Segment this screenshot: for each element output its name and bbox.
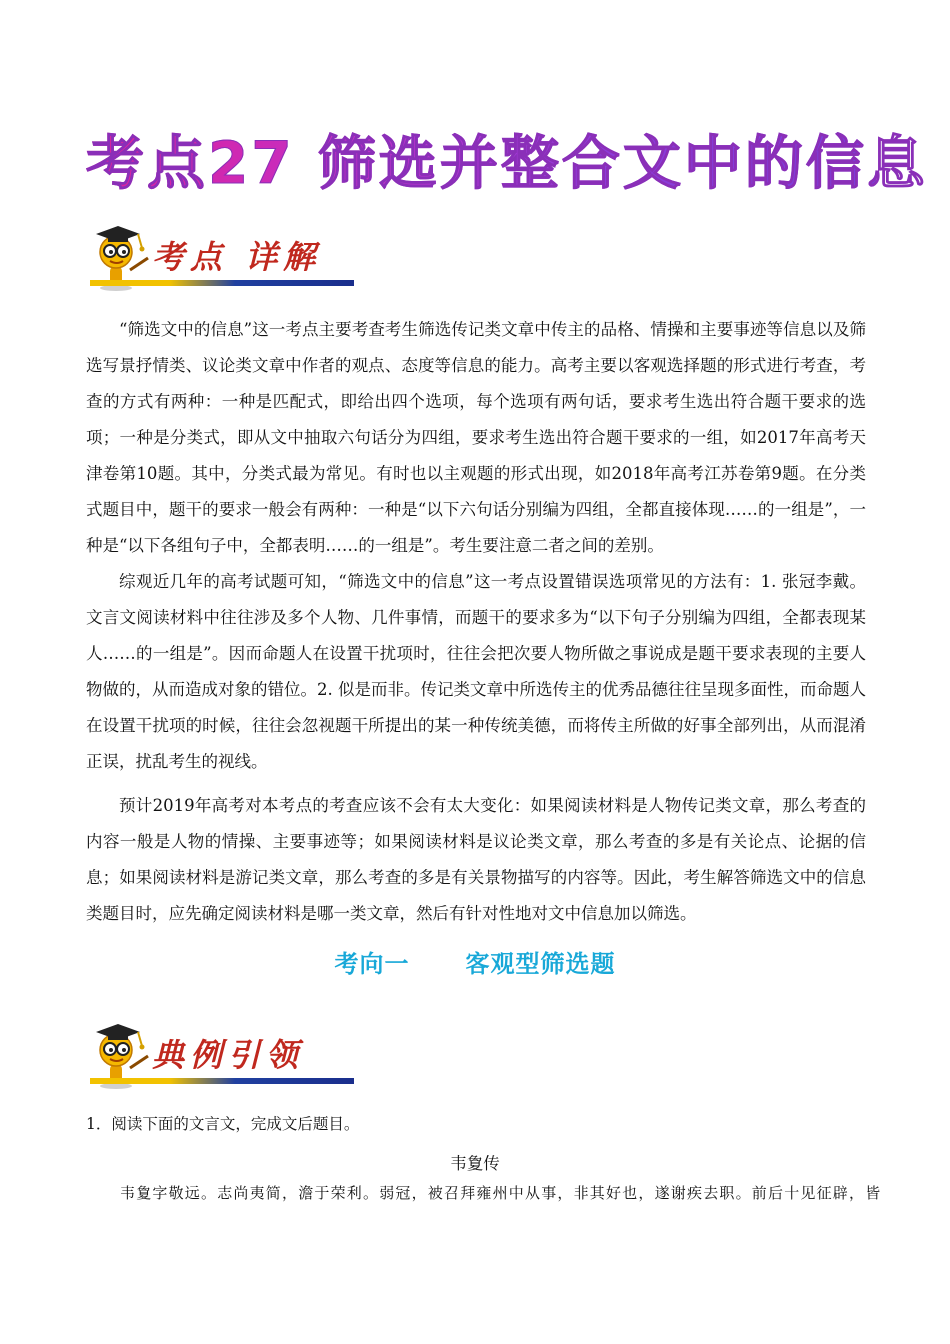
question-prompt: 1．阅读下面的文言文，完成文后题目。 — [86, 1115, 360, 1133]
paragraph-1: “筛选文中的信息”这一考点主要考查考生筛选传记类文章中传主的品格、情操和主要事迹等信息以及筛选写景抒情类、议论类文章中作者的观点、态度等信息的能力。高考主要以客观选择题的形式进行考查，考查的方式有两种：一种是匹配式，即给出四个选项，每个选项有两句话，要求考生选出符合题干要求的选项；一种是分类式，即从文中抽取六句话分为四组，要求考生选出符合题干要求的一组，如2017年高考天津卷第10题。其中，分类式最为常见。有时也以主观题的形式出现，如2018年高考江苏卷第9题。在分类式题目中，题干的要求一般会有两种：一种是“以下六句话分别编为四组，全都直接体现……的一组是”，一种是“以下各组句子中，全都表明……的一组是”。考生要注意二者之间的差别。 — [86, 320, 866, 555]
section-underline — [90, 1078, 354, 1084]
subheading-left: 考向一 — [334, 950, 410, 978]
section-header-dianli — [86, 1012, 356, 1090]
section-header-kaodian — [86, 214, 356, 292]
section-label: 典例引领 — [152, 1036, 305, 1074]
passage-text: 韦夐字敬远。志尚夷简，澹于荣利。弱冠，被召拜雍州中从事，非其好也，遂谢疾去职。前后十见征辟，皆 — [120, 1184, 882, 1202]
passage-title: 韦夐传 — [450, 1154, 500, 1173]
subheading — [0, 944, 950, 979]
section-underline — [90, 280, 354, 286]
subheading-right: 客观型筛选题 — [465, 950, 616, 978]
paragraph-2: 综观近几年的高考试题可知，“筛选文中的信息”这一考点设置错误选项常见的方法有：1. 张冠李戴。文言文阅读材料中往往涉及多个人物、几件事情，而题干的要求多为“以下句子分别编为四组，全都表现某人……的一组是”。因而命题人在设置干扰项时，往往会把次要人物所做之事说成是题干要求表现的主要人物做的，从而造成对象的错位。2. 似是而非。传记类文章中所选传主的优秀品德往往呈现多面性，而命题人在设置干扰项的时候，往往会忽视题干所提出的某一种传统美德，而将传主所做的好事全部列出，从而混淆正误，扰乱考生的视线。 — [86, 572, 866, 771]
paragraph-3: 预计2019年高考对本考点的考查应该不会有太大变化：如果阅读材料是人物传记类文章，那么考查的内容一般是人物的情操、主要事迹等；如果阅读材料是议论类文章，那么考查的多是有关论点、论据的信息；如果阅读材料是游记类文章，那么考查的多是有关景物描写的内容等。因此，考生解答筛选文中的信息类题目时，应先确定阅读材料是哪一类文章，然后有针对性地对文中信息加以筛选。 — [86, 796, 866, 923]
section-label: 考点 详解 — [152, 238, 322, 276]
page-title: 考点27 筛选并整合文中的信息 — [86, 129, 928, 197]
